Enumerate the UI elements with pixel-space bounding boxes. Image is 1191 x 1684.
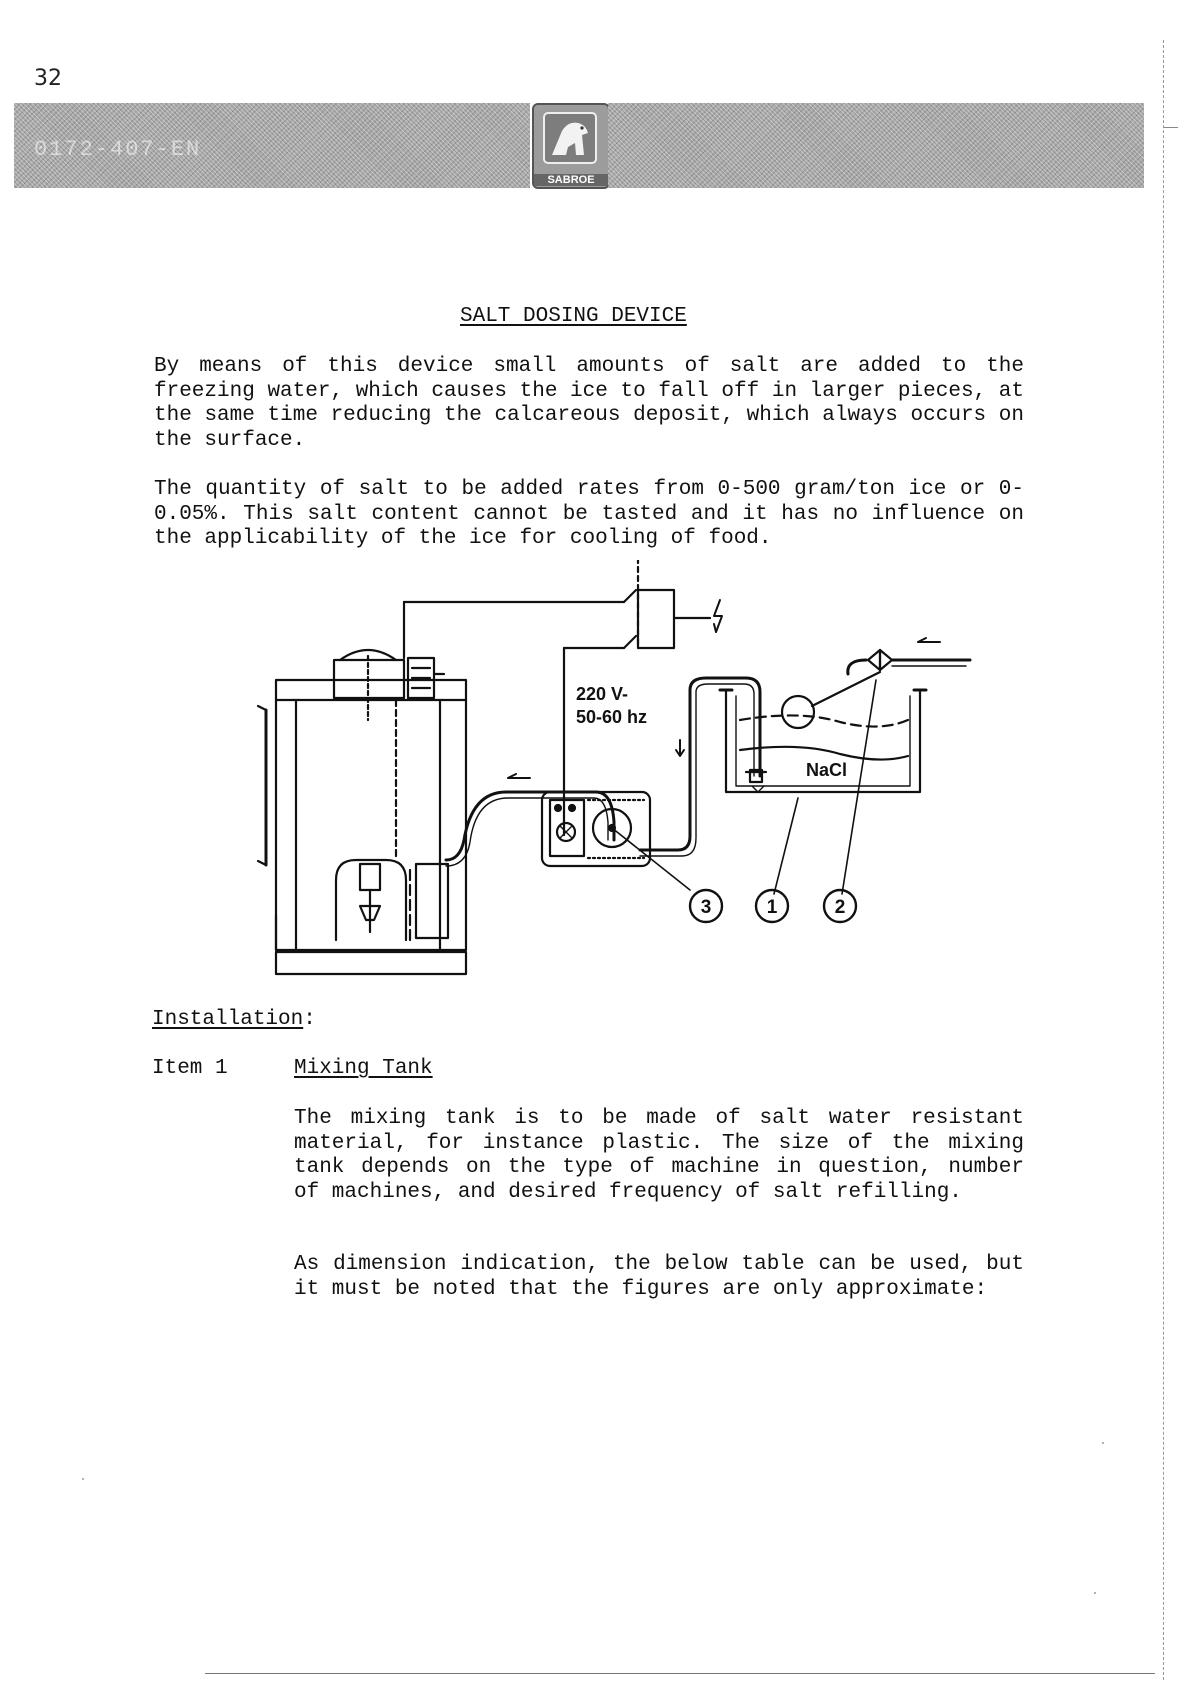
electrical-switch — [404, 560, 722, 835]
ice-machine — [258, 650, 466, 974]
nacl-label: NaCl — [806, 760, 848, 780]
callout-3 — [690, 890, 722, 922]
sabroe-logo — [532, 103, 610, 189]
mixing-tank-paragraph: The mixing tank is to be made of salt water resistant material, for instance plastic. The size of the mixing tank depends on the type of machine in question, number of machines, and desired frequency of salt refilling. — [294, 1107, 1024, 1204]
callout-leaders — [774, 680, 876, 894]
document-code: 0172-407-EN — [34, 137, 202, 162]
voltage-label: 220 V- — [576, 684, 629, 704]
callout-1-label: 1 — [766, 897, 778, 918]
scan-speck — [82, 1478, 84, 1480]
callout-2 — [824, 890, 856, 922]
margin-rule — [1163, 40, 1164, 1680]
section-title: SALT DOSING DEVICE — [460, 305, 687, 328]
logo-text: SABROE — [534, 174, 608, 186]
item-title: Mixing Tank — [294, 1057, 433, 1080]
dimension-paragraph: As dimension indication, the below table can be used, but it must be noted that the figures are only approximate: — [294, 1253, 1024, 1301]
installation-heading-text: Installation — [152, 1008, 304, 1031]
footer-rule — [205, 1673, 1155, 1674]
item-label: Item 1 — [152, 1057, 228, 1080]
intro-paragraph: By means of this device small amounts of salt are added to the freezing water, which causes the ice to fall off in larger pieces, at the same time reducing the calcareous deposit, which always occurs on the surface. — [154, 355, 1024, 452]
polar-bear-icon — [542, 111, 598, 169]
callout-2-label: 2 — [834, 897, 846, 918]
salt-dosing-diagram — [240, 560, 1050, 980]
installation-heading — [152, 1008, 316, 1031]
callout-1 — [756, 890, 788, 922]
page-number: 32 — [34, 66, 62, 91]
margin-tick — [1164, 127, 1178, 128]
header-banner-right — [608, 103, 1144, 188]
scan-speck — [1102, 1442, 1104, 1444]
installation-heading-colon: : — [303, 1008, 316, 1031]
salt-quantity-paragraph: The quantity of salt to be added rates from 0-500 gram/ton ice or 0-0.05%. This salt content cannot be tasted and it has no influence on the applicability of the ice for cooling of food. — [154, 478, 1024, 550]
frequency-label: 50-60 hz — [576, 707, 648, 727]
callout-3-label: 3 — [700, 897, 712, 918]
scan-speck — [1094, 1592, 1096, 1594]
header-banner-left — [14, 103, 530, 188]
